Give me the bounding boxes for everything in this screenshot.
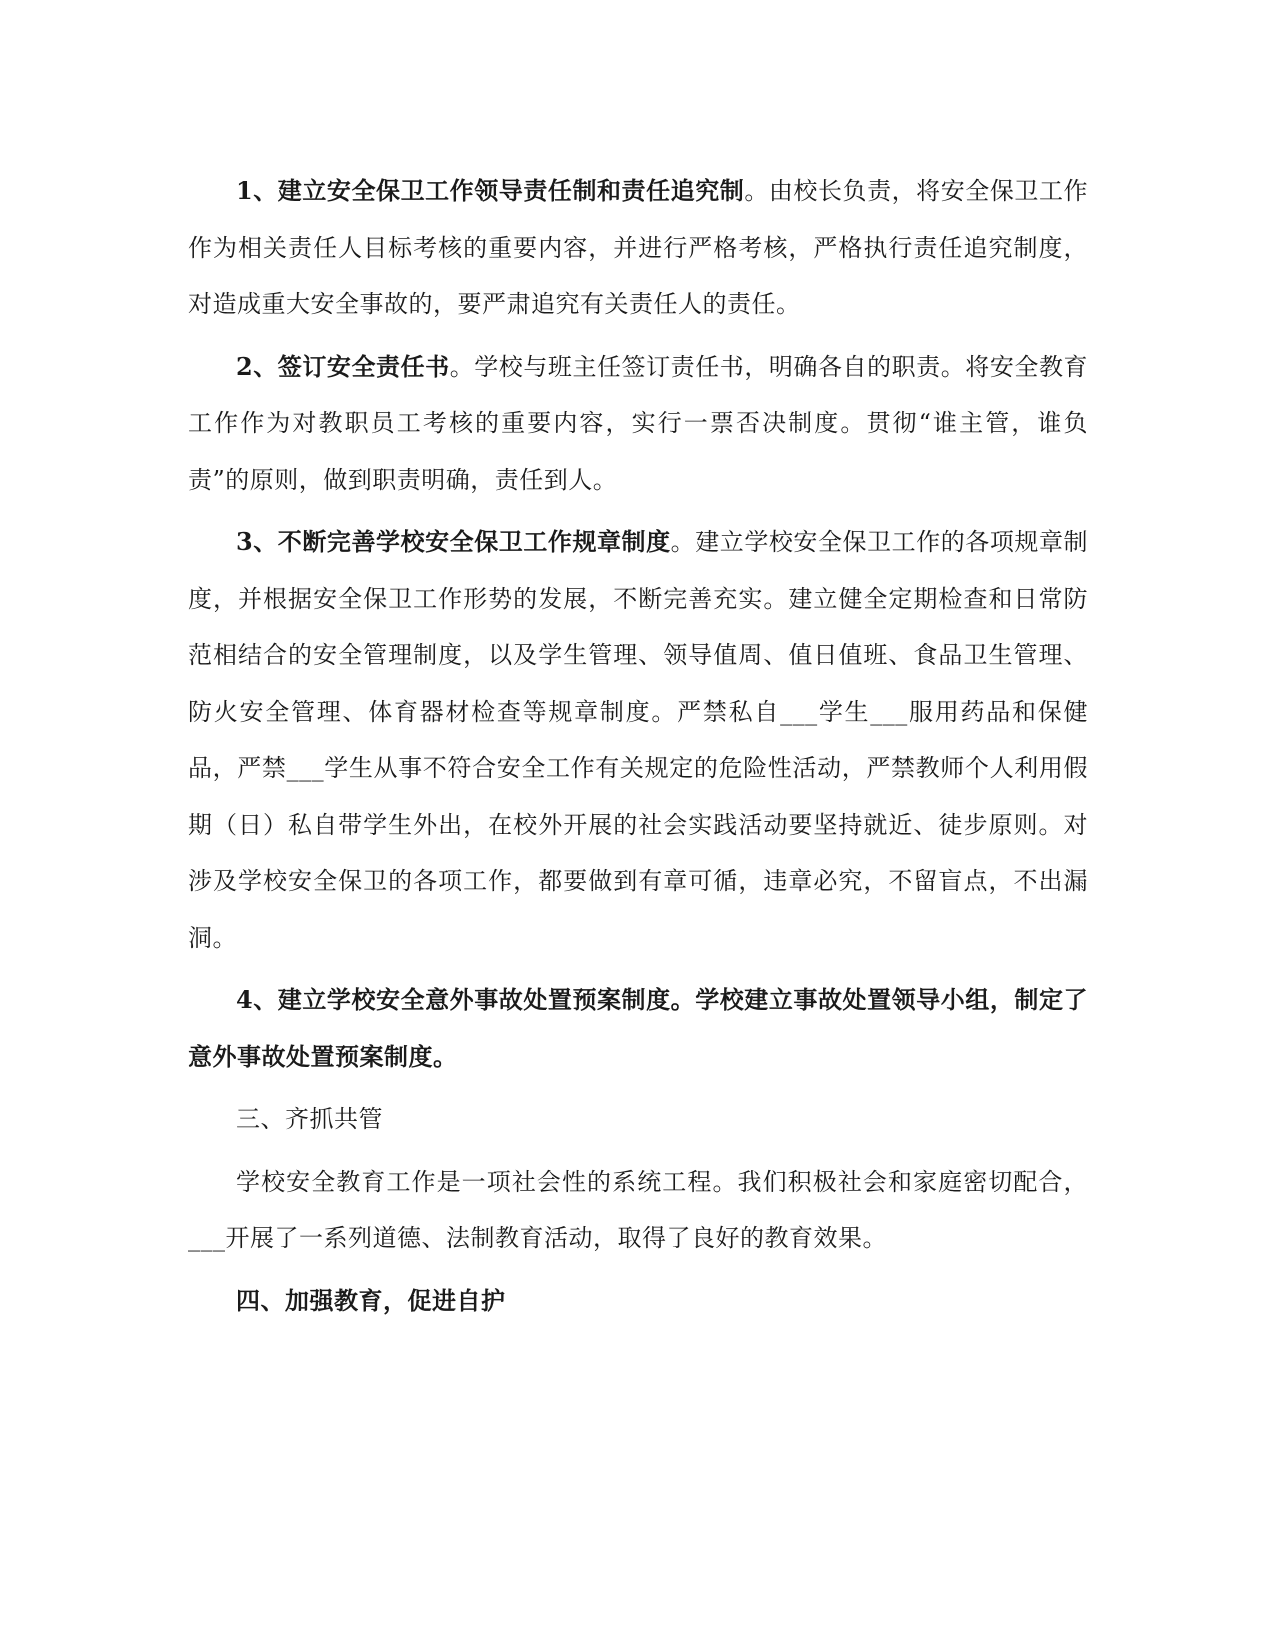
paragraph-2-text: 。学校与班主任签订责任书，明确各自的职责。将安全教育工作作为对教职员工考核的重要内容，实行一票否决制度。贯彻“谁主管，谁负责”的原则，做到职责明确，责任到人。 [188, 352, 1089, 494]
paragraph-2 [188, 339, 1088, 509]
section-heading-4 [188, 1273, 1088, 1330]
section-heading-3-text: 三、齐抓共管 [236, 1105, 383, 1133]
paragraph-3 [188, 514, 1088, 966]
paragraph-2-heading: 2、签订安全责任书 [236, 351, 450, 381]
section-heading-3 [188, 1091, 1088, 1148]
document-body [188, 163, 1088, 1335]
paragraph-3-heading: 3、不断完善学校安全保卫工作规章制度 [236, 527, 671, 556]
paragraph-4-heading: 4、建立学校安全意外事故处置预案制度。学校建立事故处置领导小组，制定了意外事故处置预案制度。 [188, 985, 1088, 1071]
paragraph-5 [188, 1154, 1088, 1267]
paragraph-1-text: 。由校长负责，将安全保卫工作作为相关责任人目标考核的重要内容，并进行严格考核，严格执行责任追究制度，对造成重大安全事故的，要严肃追究有关责任人的责任。 [188, 177, 1088, 318]
section-heading-4-lead: 四、加强教育，促进自护 [236, 1285, 506, 1315]
paragraph-1-heading: 1、建立安全保卫工作领导责任制和责任追究制 [236, 176, 745, 205]
paragraph-5-text: 学校安全教育工作是一项社会性的系统工程。我们积极社会和家庭密切配合，___开展了一系列道德、法制教育活动，取得了良好的教育效果。 [188, 1167, 1088, 1252]
paragraph-1 [188, 163, 1088, 333]
paragraph-3-text: 。建立学校安全保卫工作的各项规章制度，并根据安全保卫工作形势的发展，不断完善充实。建立健全定期检查和日常防范相结合的安全管理制度，以及学生管理、领导值周、值日值班、食品卫生管理、防火安全管理、体育器材检查等规章制度。严禁私自___学生___服用药品和保健品，严禁___学生从事不符合安全工作有关规定的危险性活动，严禁教师个人利用假期（日）私自带学生外出，在校外开展的社会实践活动要坚持就近、徒步原则。对涉及学校安全保卫的各项工作，都要做到有章可循，违章必究，不留盲点，不出漏洞。 [188, 528, 1089, 952]
paragraph-4 [188, 972, 1088, 1085]
